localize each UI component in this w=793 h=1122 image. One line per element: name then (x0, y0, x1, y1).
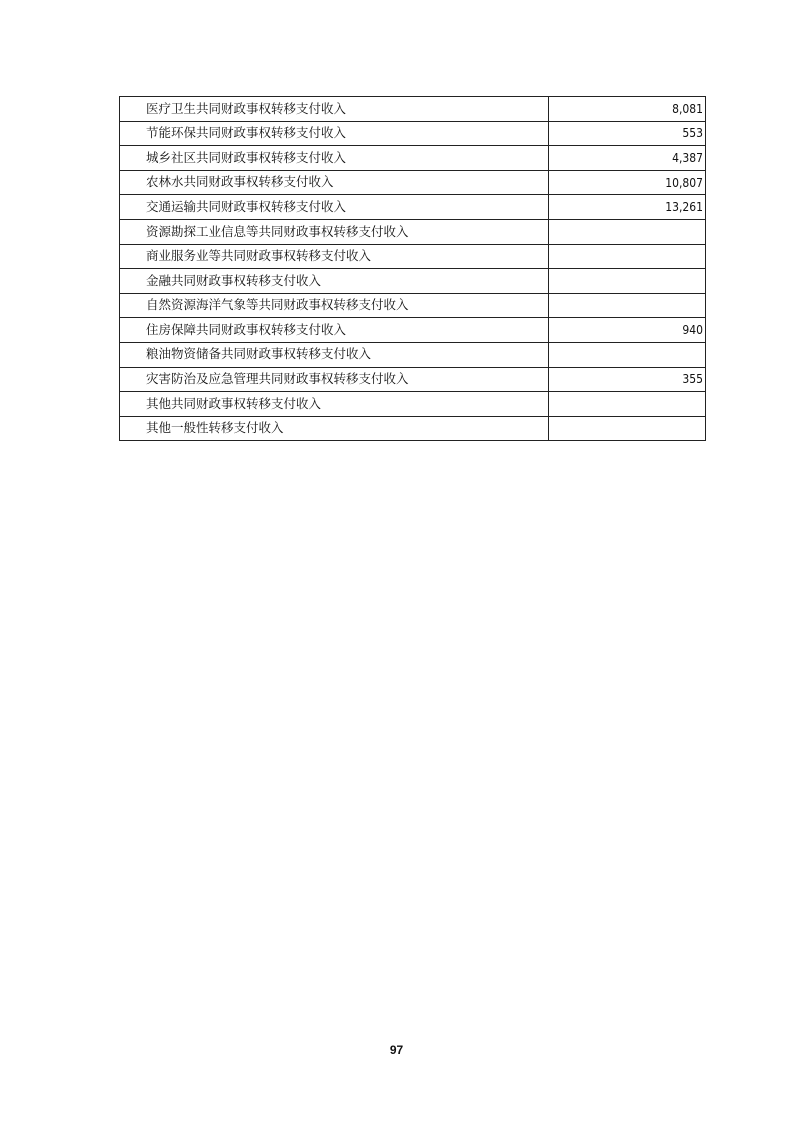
item-amount-cell (549, 244, 706, 269)
table-row (120, 293, 706, 318)
item-name-cell: 其他共同财政事权转移支付收入 (120, 392, 549, 417)
item-name-cell: 其他一般性转移支付收入 (120, 416, 549, 441)
item-name-cell: 商业服务业等共同财政事权转移支付收入 (120, 244, 549, 269)
item-name-cell: 医疗卫生共同财政事权转移支付收入 (120, 97, 549, 122)
item-name-cell: 交通运输共同财政事权转移支付收入 (120, 195, 549, 220)
item-amount-cell: 8,081 (549, 97, 706, 122)
item-name-cell: 节能环保共同财政事权转移支付收入 (120, 121, 549, 146)
item-amount-cell (549, 392, 706, 417)
item-name-cell: 金融共同财政事权转移支付收入 (120, 269, 549, 294)
item-name-cell: 住房保障共同财政事权转移支付收入 (120, 318, 549, 343)
table-row (120, 318, 706, 343)
item-amount-cell: 4,387 (549, 146, 706, 171)
table-row (120, 342, 706, 367)
page-number: 97 (389, 1043, 404, 1057)
item-name-cell: 资源勘探工业信息等共同财政事权转移支付收入 (120, 219, 549, 244)
table-row (120, 416, 706, 441)
item-name-cell: 农林水共同财政事权转移支付收入 (120, 170, 549, 195)
item-amount-cell (549, 416, 706, 441)
table-row (120, 146, 706, 171)
table-row (120, 269, 706, 294)
transfer-income-table (119, 96, 706, 441)
table-row (120, 195, 706, 220)
item-amount-cell: 553 (549, 121, 706, 146)
table-row (120, 244, 706, 269)
item-amount-cell: 940 (549, 318, 706, 343)
table-row (120, 97, 706, 122)
item-amount-cell (549, 293, 706, 318)
table-body (120, 97, 706, 441)
item-name-cell: 灾害防治及应急管理共同财政事权转移支付收入 (120, 367, 549, 392)
item-amount-cell: 10,807 (549, 170, 706, 195)
table-row (120, 367, 706, 392)
item-amount-cell (549, 219, 706, 244)
table-row (120, 121, 706, 146)
table-row (120, 170, 706, 195)
item-amount-cell: 355 (549, 367, 706, 392)
item-name-cell: 城乡社区共同财政事权转移支付收入 (120, 146, 549, 171)
item-amount-cell: 13,261 (549, 195, 706, 220)
item-name-cell: 自然资源海洋气象等共同财政事权转移支付收入 (120, 293, 549, 318)
table-row (120, 392, 706, 417)
item-name-cell: 粮油物资储备共同财政事权转移支付收入 (120, 342, 549, 367)
table-row (120, 219, 706, 244)
item-amount-cell (549, 269, 706, 294)
item-amount-cell (549, 342, 706, 367)
